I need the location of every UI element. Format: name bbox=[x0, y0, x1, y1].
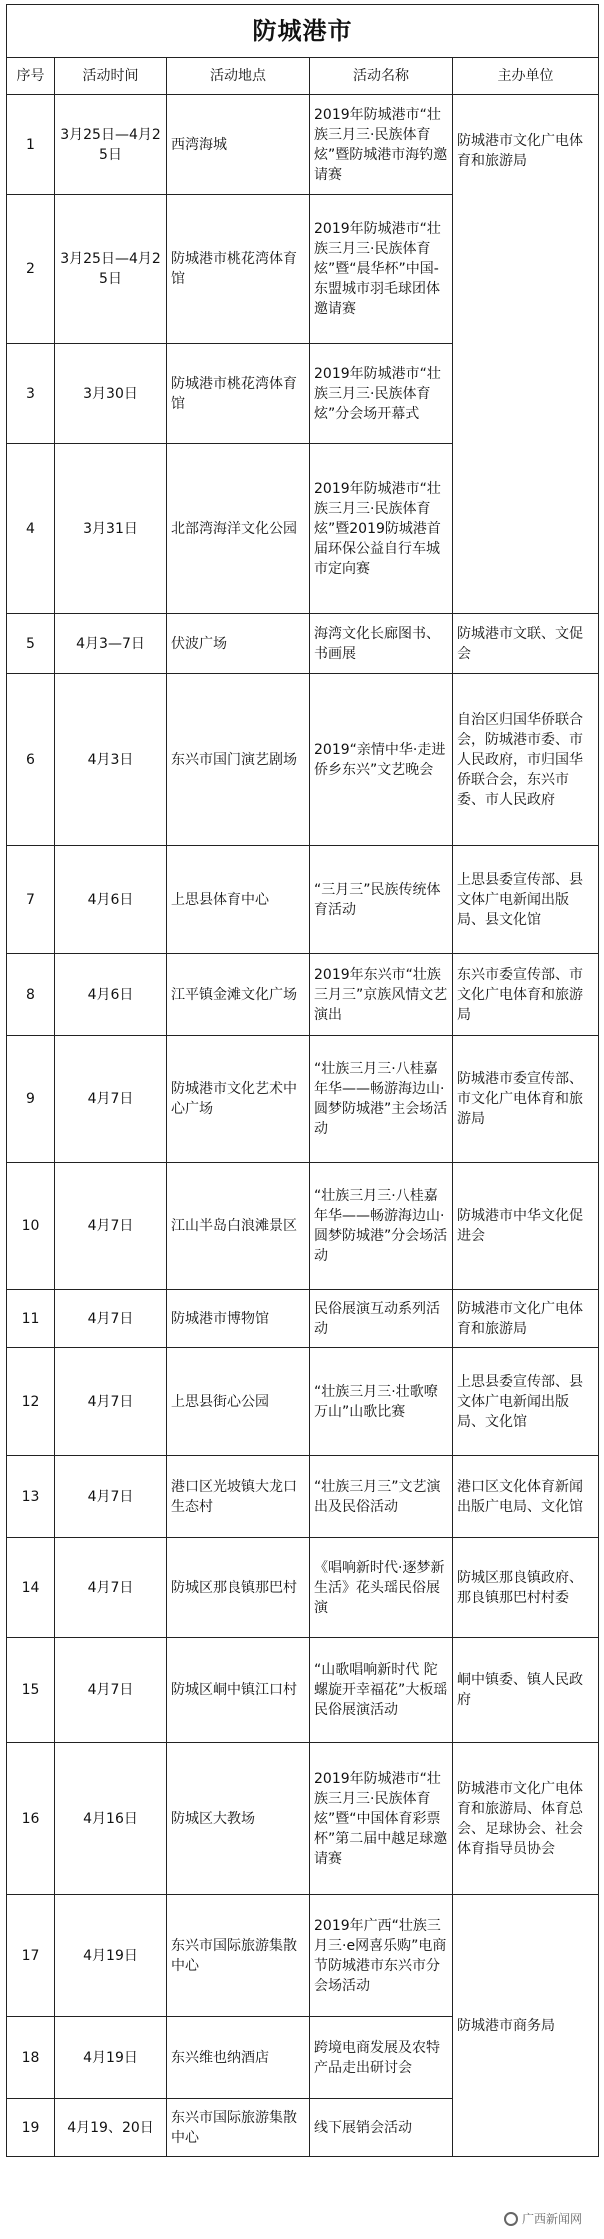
table-row bbox=[7, 1895, 599, 2017]
header-no: 序号 bbox=[7, 58, 55, 95]
table-row bbox=[7, 1348, 599, 1456]
header-org: 主办单位 bbox=[453, 58, 599, 95]
row-place: 江山半岛白浪滩景区 bbox=[167, 1163, 310, 1290]
row-name: 2019“亲情中华·走进侨乡东兴”文艺晚会 bbox=[310, 674, 453, 846]
row-no: 3 bbox=[7, 344, 55, 444]
row-place: 防城港市文化艺术中心广场 bbox=[167, 1036, 310, 1163]
row-org: 防城港市文联、文促会 bbox=[453, 614, 599, 674]
row-time: 4月16日 bbox=[55, 1743, 167, 1895]
row-name: 2019年防城港市“壮族三月三·民族体育炫”暨“晨华杯”中国-东盟城市羽毛球团体邀请赛 bbox=[310, 195, 453, 344]
table-row bbox=[7, 954, 599, 1036]
row-time: 4月7日 bbox=[55, 1163, 167, 1290]
row-no: 2 bbox=[7, 195, 55, 344]
table-row bbox=[7, 1290, 599, 1348]
row-org: 防城港市委宣传部、市文化广电体育和旅游局 bbox=[453, 1036, 599, 1163]
row-time: 4月7日 bbox=[55, 1290, 167, 1348]
row-org: 上思县委宣传部、县文体广电新闻出版局、文化馆 bbox=[453, 1348, 599, 1456]
row-name: 民俗展演互动系列活动 bbox=[310, 1290, 453, 1348]
row-name: 2019年防城港市“壮族三月三·民族体育炫”暨2019防城港首届环保公益自行车城市定向赛 bbox=[310, 444, 453, 614]
row-time: 4月7日 bbox=[55, 1638, 167, 1743]
row-place: 防城港市桃花湾体育馆 bbox=[167, 195, 310, 344]
table-row bbox=[7, 95, 599, 195]
table-row bbox=[7, 1163, 599, 1290]
header-row bbox=[7, 58, 599, 95]
row-time: 3月25日—4月25日 bbox=[55, 95, 167, 195]
row-name: “壮族三月三·壮歌嘹万山”山歌比赛 bbox=[310, 1348, 453, 1456]
row-place: 港口区光坡镇大龙口生态村 bbox=[167, 1456, 310, 1538]
row-no: 15 bbox=[7, 1638, 55, 1743]
row-org: 上思县委宣传部、县文体广电新闻出版局、县文化馆 bbox=[453, 846, 599, 954]
row-time: 4月7日 bbox=[55, 1036, 167, 1163]
row-no: 6 bbox=[7, 674, 55, 846]
table-title: 防城港市 bbox=[7, 5, 599, 58]
row-no: 19 bbox=[7, 2099, 55, 2157]
row-no: 13 bbox=[7, 1456, 55, 1538]
row-place: 防城区大教场 bbox=[167, 1743, 310, 1895]
table-row bbox=[7, 1456, 599, 1538]
row-place: 上思县体育中心 bbox=[167, 846, 310, 954]
table-row bbox=[7, 1036, 599, 1163]
row-no: 4 bbox=[7, 444, 55, 614]
row-place: 伏波广场 bbox=[167, 614, 310, 674]
row-time: 4月19、20日 bbox=[55, 2099, 167, 2157]
table-row bbox=[7, 1743, 599, 1895]
row-org: 防城港市商务局 bbox=[453, 1895, 599, 2157]
row-no: 11 bbox=[7, 1290, 55, 1348]
row-name: “山歌唱响新时代 陀螺旋开幸福花”大板瑶民俗展演活动 bbox=[310, 1638, 453, 1743]
row-org: 防城港市中华文化促进会 bbox=[453, 1163, 599, 1290]
table-row bbox=[7, 614, 599, 674]
row-name: 2019年防城港市“壮族三月三·民族体育炫”暨“中国体育彩票杯”第二届中越足球邀请赛 bbox=[310, 1743, 453, 1895]
header-place: 活动地点 bbox=[167, 58, 310, 95]
row-name: “三月三”民族传统体育活动 bbox=[310, 846, 453, 954]
row-org: 防城港市文化广电体育和旅游局 bbox=[453, 1290, 599, 1348]
row-place: 东兴市国门演艺剧场 bbox=[167, 674, 310, 846]
row-place: 西湾海城 bbox=[167, 95, 310, 195]
row-place: 防城港市桃花湾体育馆 bbox=[167, 344, 310, 444]
row-no: 14 bbox=[7, 1538, 55, 1638]
row-name: “壮族三月三·八桂嘉年华——畅游海边山·圆梦防城港”主会场活动 bbox=[310, 1036, 453, 1163]
row-no: 16 bbox=[7, 1743, 55, 1895]
row-place: 防城区那良镇那巴村 bbox=[167, 1538, 310, 1638]
row-no: 12 bbox=[7, 1348, 55, 1456]
row-name: 《唱响新时代·逐梦新生活》花头瑶民俗展演 bbox=[310, 1538, 453, 1638]
row-time: 4月19日 bbox=[55, 2017, 167, 2099]
wechat-icon bbox=[504, 2212, 518, 2226]
table-row bbox=[7, 674, 599, 846]
row-no: 10 bbox=[7, 1163, 55, 1290]
table-row bbox=[7, 846, 599, 954]
row-time: 4月19日 bbox=[55, 1895, 167, 2017]
row-name: “壮族三月三·八桂嘉年华——畅游海边山·圆梦防城港”分会场活动 bbox=[310, 1163, 453, 1290]
row-org: 防城港市文化广电体育和旅游局、体育总会、足球协会、社会体育指导员协会 bbox=[453, 1743, 599, 1895]
row-place: 东兴市国际旅游集散中心 bbox=[167, 2099, 310, 2157]
row-org: 东兴市委宣传部、市文化广电体育和旅游局 bbox=[453, 954, 599, 1036]
row-time: 4月6日 bbox=[55, 954, 167, 1036]
row-name: 海湾文化长廊图书、书画展 bbox=[310, 614, 453, 674]
row-no: 1 bbox=[7, 95, 55, 195]
activity-table bbox=[6, 4, 599, 2157]
row-org: 防城港市文化广电体育和旅游局 bbox=[453, 95, 599, 614]
row-time: 3月31日 bbox=[55, 444, 167, 614]
table-row bbox=[7, 1638, 599, 1743]
row-place: 江平镇金滩文化广场 bbox=[167, 954, 310, 1036]
row-place: 东兴市国际旅游集散中心 bbox=[167, 1895, 310, 2017]
row-place: 防城区峒中镇江口村 bbox=[167, 1638, 310, 1743]
row-time: 4月3日 bbox=[55, 674, 167, 846]
row-time: 3月30日 bbox=[55, 344, 167, 444]
row-org: 港口区文化体育新闻出版广电局、文化馆 bbox=[453, 1456, 599, 1538]
row-no: 17 bbox=[7, 1895, 55, 2017]
row-name: 2019年防城港市“壮族三月三·民族体育炫”暨防城港市海钓邀请赛 bbox=[310, 95, 453, 195]
row-place: 北部湾海洋文化公园 bbox=[167, 444, 310, 614]
row-time: 4月6日 bbox=[55, 846, 167, 954]
row-no: 7 bbox=[7, 846, 55, 954]
row-org: 防城区那良镇政府、那良镇那巴村村委 bbox=[453, 1538, 599, 1638]
row-no: 8 bbox=[7, 954, 55, 1036]
row-time: 4月7日 bbox=[55, 1538, 167, 1638]
row-time: 3月25日—4月25日 bbox=[55, 195, 167, 344]
row-name: 2019年广西“壮族三月三·e网喜乐购”电商节防城港市东兴市分会场活动 bbox=[310, 1895, 453, 2017]
activity-table-container bbox=[6, 4, 598, 2157]
watermark-text: 广西新闻网 bbox=[521, 2212, 582, 2226]
row-no: 9 bbox=[7, 1036, 55, 1163]
row-place: 上思县街心公园 bbox=[167, 1348, 310, 1456]
row-name: 线下展销会活动 bbox=[310, 2099, 453, 2157]
row-name: 2019年东兴市“壮族三月三”京族风情文艺演出 bbox=[310, 954, 453, 1036]
row-no: 5 bbox=[7, 614, 55, 674]
row-time: 4月3—7日 bbox=[55, 614, 167, 674]
row-org: 峒中镇委、镇人民政府 bbox=[453, 1638, 599, 1743]
row-place: 防城港市博物馆 bbox=[167, 1290, 310, 1348]
header-name: 活动名称 bbox=[310, 58, 453, 95]
row-time: 4月7日 bbox=[55, 1348, 167, 1456]
watermark bbox=[500, 2208, 586, 2229]
row-name: 跨境电商发展及农特产品走出研讨会 bbox=[310, 2017, 453, 2099]
header-time: 活动时间 bbox=[55, 58, 167, 95]
table-row bbox=[7, 1538, 599, 1638]
row-name: 2019年防城港市“壮族三月三·民族体育炫”分会场开幕式 bbox=[310, 344, 453, 444]
row-no: 18 bbox=[7, 2017, 55, 2099]
row-place: 东兴维也纳酒店 bbox=[167, 2017, 310, 2099]
row-name: “壮族三月三”文艺演出及民俗活动 bbox=[310, 1456, 453, 1538]
row-org: 自治区归国华侨联合会，防城港市委、市人民政府，市归国华侨联合会，东兴市委、市人民政府 bbox=[453, 674, 599, 846]
row-time: 4月7日 bbox=[55, 1456, 167, 1538]
